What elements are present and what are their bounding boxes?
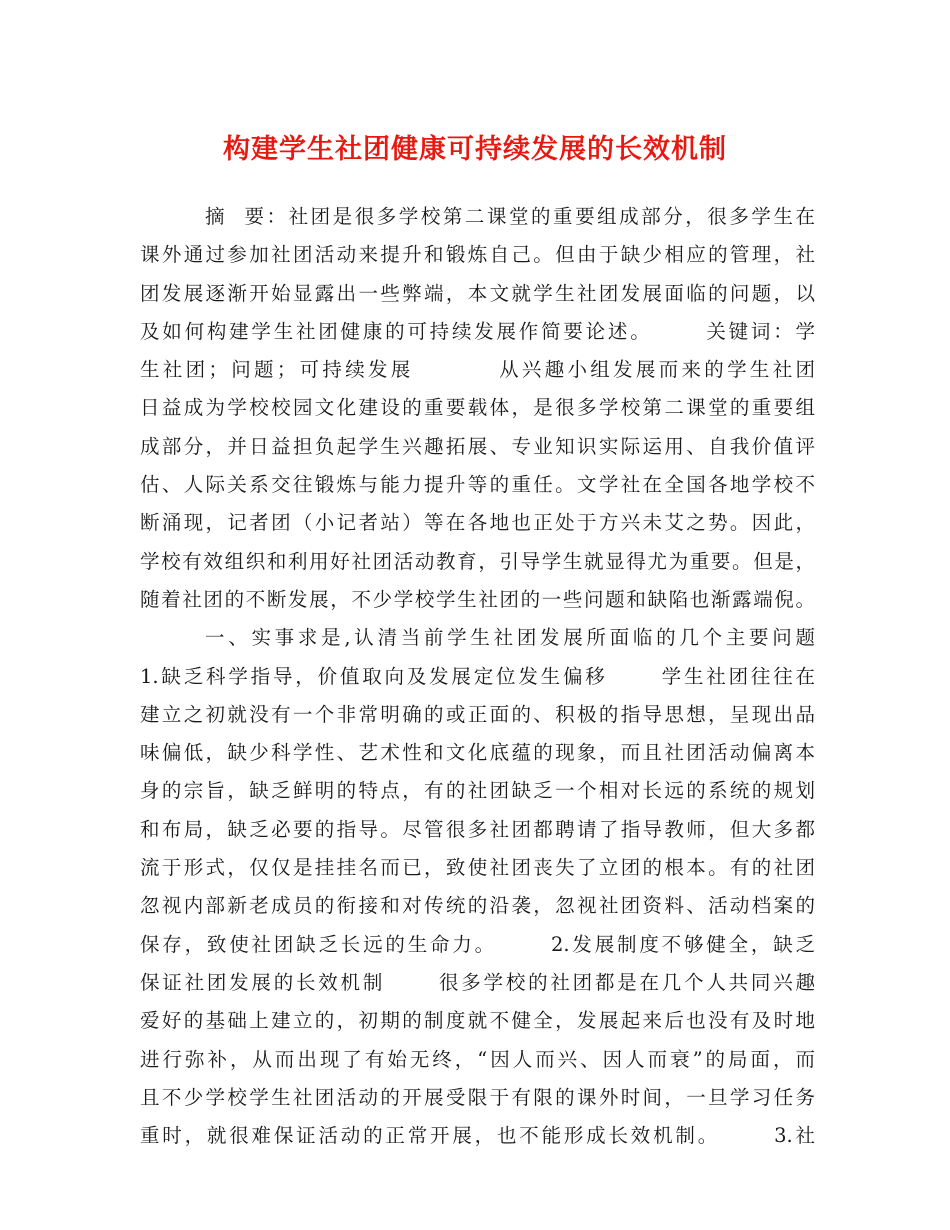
body-line: 爱好的基础上建立的，初期的制度就不健全，发展起来后也没有及时地 <box>140 1009 815 1033</box>
body-line: 流于形式，仅仅是挂挂名而已，致使社团丧失了立团的根本。有的社团 <box>140 856 815 880</box>
body-line: 味偏低，缺少科学性、艺术性和文化底蕴的现象，而且社团活动偏离本 <box>140 741 815 765</box>
body-line: 团发展逐渐开始显露出一些弊端，本文就学生社团发展面临的问题，以 <box>140 281 815 305</box>
body-line: 进行弥补，从而出现了有始无终，“因人而兴、因人而衰”的局面，而 <box>140 1047 815 1071</box>
body-line: 生社团；问题；可持续发展 从兴趣小组发展而来的学生社团 <box>140 358 815 382</box>
body-line: 课外通过参加社团活动来提升和锻炼自己。但由于缺少相应的管理，社 <box>140 243 815 267</box>
body-line: 忽视内部新老成员的衔接和对传统的沿袭，忽视社团资料、活动档案的 <box>140 894 815 918</box>
document-title: 构建学生社团健康可持续发展的长效机制 <box>223 134 727 165</box>
body-line: 及如何构建学生社团健康的可持续发展作简要论述。 关键词：学 <box>140 319 815 343</box>
body-line: 摘 要：社团是很多学校第二课堂的重要组成部分，很多学生在 <box>205 205 815 228</box>
body-line: 断涌现，记者团（小记者站）等在各地也正处于方兴未艾之势。因此， <box>140 511 815 535</box>
body-line: 估、人际关系交往锻炼与能力提升等的重任。文学社在全国各地学校不 <box>140 473 815 497</box>
body-line: 1.缺乏科学指导，价值取向及发展定位发生偏移 学生社团往往在 <box>140 664 815 688</box>
body-line: 成部分，并日益担负起学生兴趣拓展、专业知识实际运用、自我价值评 <box>140 434 815 458</box>
section-heading: 一、实事求是,认清当前学生社团发展所面临的几个主要问题 <box>205 626 815 650</box>
body-line: 保存，致使社团缺乏长远的生命力。 2.发展制度不够健全，缺乏 <box>140 932 815 956</box>
body-line: 学校有效组织和利用好社团活动教育，引导学生就显得尤为重要。但是， <box>140 549 815 573</box>
body-line: 和布局，缺乏必要的指导。尽管很多社团都聘请了指导教师，但大多都 <box>140 817 815 841</box>
body-line: 日益成为学校校园文化建设的重要载体，是很多学校第二课堂的重要组 <box>140 396 815 420</box>
body-line: 保证社团发展的长效机制 很多学校的社团都是在几个人共同兴趣 <box>140 970 815 994</box>
body-line: 建立之初就没有一个非常明确的或正面的、积极的指导思想，呈现出品 <box>140 702 815 726</box>
body-line: 重时，就很难保证活动的正常开展，也不能形成长效机制。 3.社 <box>140 1124 815 1148</box>
body-line: 随着社团的不断发展，不少学校学生社团的一些问题和缺陷也渐露端倪。 <box>140 587 815 611</box>
document-body <box>140 198 815 1155</box>
body-line: 且不少学校学生社团活动的开展受限于有限的课外时间，一旦学习任务 <box>140 1085 815 1109</box>
body-line: 身的宗旨，缺乏鲜明的特点，有的社团缺乏一个相对长远的系统的规划 <box>140 779 815 803</box>
